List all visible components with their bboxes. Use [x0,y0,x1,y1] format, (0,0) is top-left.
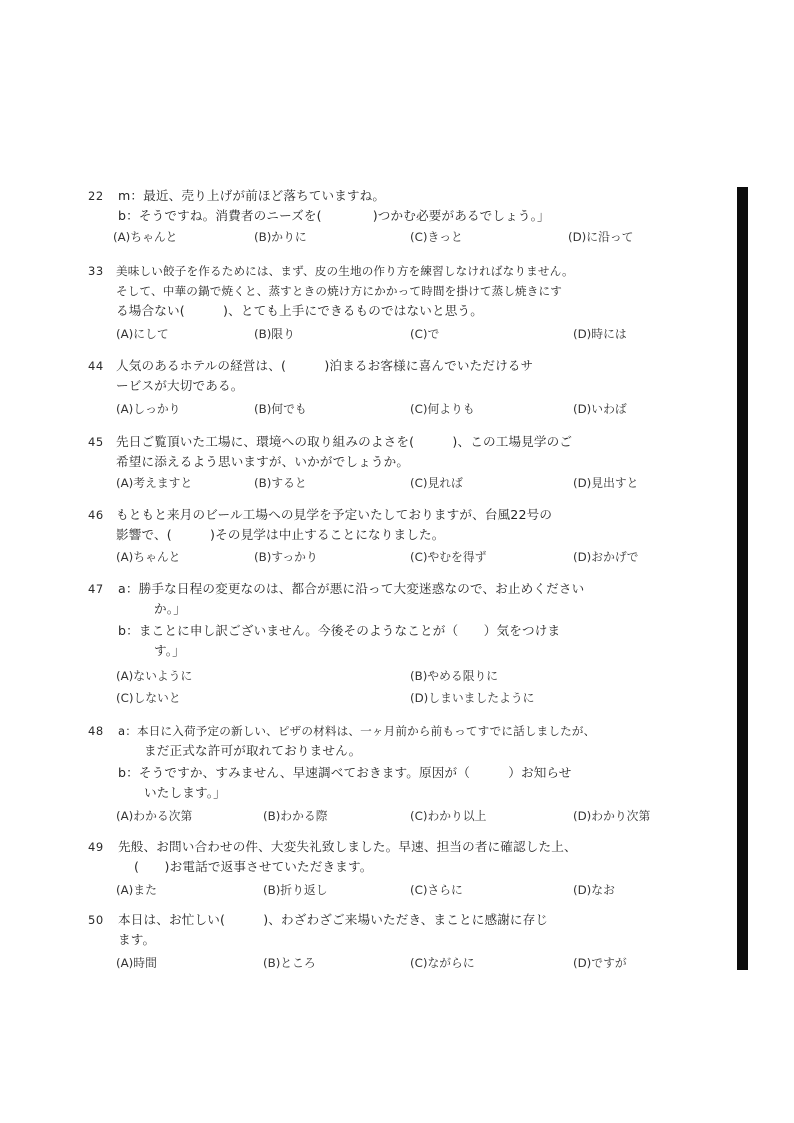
question-line: る場合ない( )、とても上手にできるものではないと思う。 [116,303,483,318]
option-b[interactable]: (B)わかる際 [263,809,328,823]
option-b[interactable]: (B)ところ [263,956,316,970]
question-number: 48 [88,724,104,738]
question-line: ービスが大切である。 [116,378,244,393]
question-line: 希望に添えるよう思いますが、いかがでしょうか。 [116,454,410,469]
question-line: そして、中華の鍋で焼くと、蒸すときの焼け方にかかって時間を掛けて蒸し焼きにす [116,284,563,298]
option-a[interactable]: (A)ちゃんと [116,550,181,564]
option-d[interactable]: (D)しまいましたように [410,691,535,705]
option-c[interactable]: (C)見れば [410,476,463,490]
question-number: 22 [88,189,104,203]
question-number: 33 [88,264,104,278]
question-line: a：本日に入荷予定の新しい、ピザの材料は、一ヶ月前から前もってすでに話しましたが、 [118,724,596,738]
option-a[interactable]: (A)にして [116,327,169,341]
option-d[interactable]: (D)ですが [573,956,627,970]
question-line: 人気のあるホテルの経営は、( )泊まるお客様に喜んでいただけるサ [116,358,534,373]
option-c[interactable]: (C)さらに [410,883,463,897]
question-line: m：最近、売り上げが前ほど落ちていますね。 [118,188,386,203]
question-line: 先般、お問い合わせの件、大変失礼致しました。早速、担当の者に確認した上、 [118,839,577,854]
option-c[interactable]: (C)何よりも [410,402,475,416]
question-line: b：そうですね。消費者のニーズを( )つかむ必要があるでしょう。」 [118,208,550,223]
question-number: 45 [88,435,104,449]
option-d[interactable]: (D)見出すと [573,476,639,490]
option-b[interactable]: (B)やめる限りに [410,669,499,683]
option-c[interactable]: (C)きっと [410,230,463,244]
question-line: す。」 [154,643,185,658]
option-c[interactable]: (C)やむを得ず [410,550,487,564]
option-a[interactable]: (A)考えますと [116,476,193,490]
question-line: もともと来月のビール工場への見学を予定いたしておりますが、台風22号の [116,507,553,522]
question-line: 美味しい餃子を作るためには、まず、皮の生地の作り方を練習しなければなりません。 [116,264,574,278]
question-line: ( )お電話で返事させていただきます。 [134,859,373,874]
option-d[interactable]: (D)時には [573,327,627,341]
question-number: 50 [88,913,104,927]
scan-edge-bar [737,187,748,970]
question-line: か。」 [154,601,186,616]
option-b[interactable]: (B)すると [254,476,307,490]
question-number: 46 [88,508,104,522]
option-d[interactable]: (D)わかり次第 [573,809,651,823]
option-c[interactable]: (C)わかり以上 [410,809,487,823]
option-a[interactable]: (A)時間 [116,956,157,970]
option-b[interactable]: (B)限り [254,327,295,341]
question-line: a：勝手な日程の変更なのは、都合が悪に沿って大変迷惑なので、お止めください [118,581,585,596]
option-b[interactable]: (B)何でも [254,402,307,416]
question-number: 47 [88,582,104,596]
option-b[interactable]: (B)すっかり [254,550,318,564]
option-d[interactable]: (D)いわば [573,402,627,416]
option-d[interactable]: (D)おかげで [573,550,639,564]
option-b[interactable]: (B)かりに [254,230,307,244]
option-c[interactable]: (C)ながらに [410,956,475,970]
question-number: 49 [88,840,104,854]
question-line: ます。 [118,932,156,947]
option-b[interactable]: (B)折り返し [263,883,328,897]
question-line: いたします。」 [144,785,226,800]
option-a[interactable]: (A)また [116,883,157,897]
option-a[interactable]: (A)ないように [116,669,193,683]
question-line: 先日ご覧頂いた工場に、環境への取り組みのよさを( )、この工場見学のご [116,434,573,449]
question-line: b：まことに申し訳ございません。今後そのようなことが（ ）気をつけま [118,623,561,638]
option-c[interactable]: (C)しないと [116,691,181,705]
option-c[interactable]: (C)で [410,327,440,341]
question-line: まだ正式な許可が取れておりません。 [144,743,362,758]
option-d[interactable]: (D)に沿って [568,230,634,244]
question-line: b：そうですか、すみません、早速調べておきます。原因が（ ）お知らせ [118,765,572,780]
option-a[interactable]: (A)しっかり [116,402,181,416]
question-line: 本日は、お忙しい( )、わざわざご来場いただき、まことに感謝に存じ [118,912,549,927]
option-a[interactable]: (A)ちゃんと [113,230,178,244]
question-line: 影響で、( )その見学は中止することになりました。 [116,527,445,542]
question-number: 44 [88,359,104,373]
option-a[interactable]: (A)わかる次第 [116,809,193,823]
option-d[interactable]: (D)なお [573,883,615,897]
